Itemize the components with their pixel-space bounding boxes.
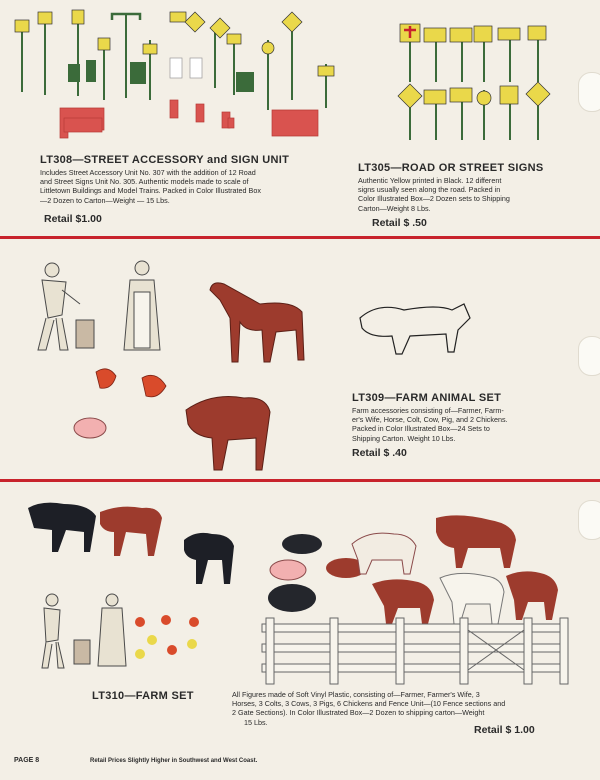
lt310-desc-line: Horses, 3 Colts, 3 Cows, 3 Pigs, 6 Chickens and Fence Unit—(10 Fence sections and — [232, 699, 506, 709]
lt305-retail-price: Retail $ .50 — [372, 216, 427, 229]
lt305-description — [358, 176, 578, 213]
lt310-heading: LT310—FARM SET — [92, 690, 194, 702]
lt309-desc-line: Shipping Carton. Weight 10 Lbs. — [352, 433, 456, 443]
lt305-desc-line: Carton—Weight 8 Lbs. — [358, 203, 431, 213]
lt308-desc-line: and Street Signs Unit No. 305. Authentic models made to scale of — [40, 177, 249, 187]
lt305-block — [358, 162, 578, 229]
lt308-retail-price: Retail $1.00 — [44, 212, 102, 225]
lt310-description — [232, 690, 582, 727]
lt310-desc-line: All Figures made of Soft Vinyl Plastic, consisting of—Farmer, Farmer's Wife, 3 — [232, 690, 480, 699]
lt308-desc-line: Littletown Buildings and Model Trains. Packed in Color Illustrated Box — [40, 186, 261, 196]
lt308-desc-line: Includes Street Accessory Unit No. 307 with the addition of 12 Road — [40, 168, 256, 177]
lt305-desc-line: Color Illustrated Box—2 Dozen sets to Shipping — [358, 194, 510, 204]
lt305-heading: LT305—ROAD OR STREET SIGNS — [358, 162, 544, 174]
lt309-description — [352, 406, 572, 443]
lt308-block — [40, 154, 340, 225]
lt309-heading: LT309—FARM ANIMAL SET — [352, 392, 502, 404]
page-number: PAGE 8 — [14, 757, 40, 764]
lt308-heading: LT308—STREET ACCESSORY and SIGN UNIT — [40, 154, 290, 166]
lt309-desc-line: er's Wife, Horse, Colt, Cow, Pig, and 2 Chickens. — [352, 415, 508, 425]
lt309-retail-price: Retail $ .40 — [352, 446, 407, 459]
lt308-description — [40, 168, 340, 205]
lt305-desc-line: Authentic Yellow printed in Black. 12 different — [358, 176, 502, 185]
street-accessories-illustration — [15, 10, 550, 140]
lt309-block — [352, 392, 572, 459]
lt305-desc-line: signs usually seen along the road. Packed in — [358, 185, 501, 195]
lt309-desc-line: Farm accessories consisting of—Farmer, Farm- — [352, 406, 504, 415]
farm-set-illustration — [28, 503, 568, 684]
lt308-desc-line: —2 Dozen to Carton—Weight — 15 Lbs. — [40, 195, 170, 205]
lt310-desc-line: 2 Gate Sections). In Color Illustrated Box—2 Dozen to shipping carton—Weight — [232, 708, 485, 718]
lt310-desc-line: 15 Lbs. — [244, 717, 268, 727]
footer-note: Retail Prices Slightly Higher in Southwest and West Coast. — [90, 758, 258, 764]
lt309-desc-line: Packed in Color Illustrated Box—24 Sets to — [352, 424, 490, 434]
lt310-retail-price: Retail $ 1.00 — [474, 724, 535, 736]
